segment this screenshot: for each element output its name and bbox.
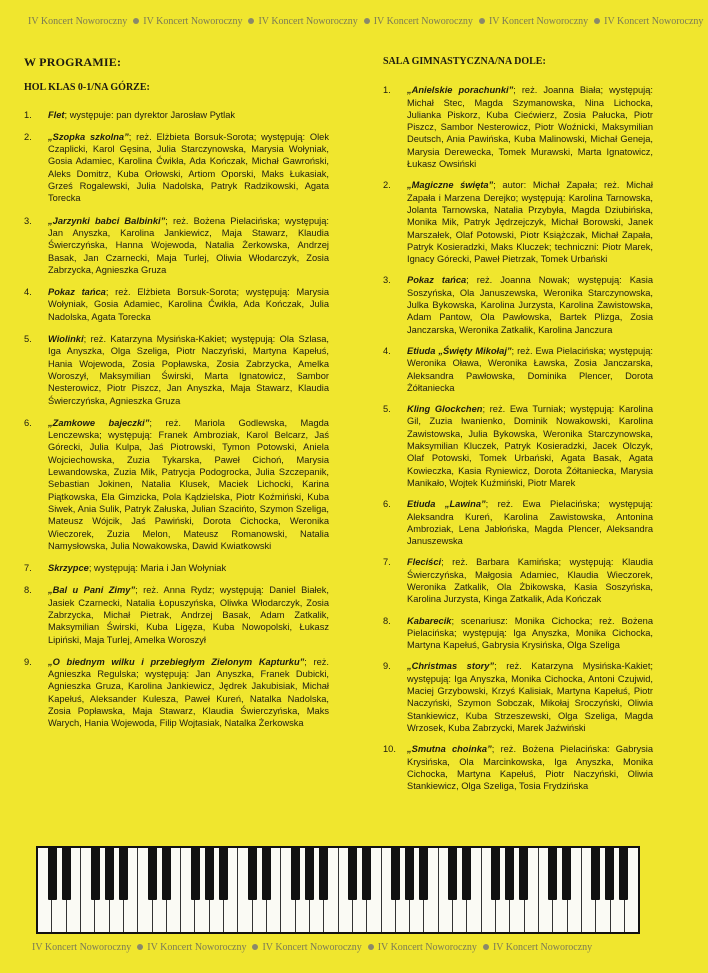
program-item: 3. „Jarzynki babci Balbinki”; reż. Bożena Pielacińska; występują: Jan Anyszka, Karolina Jankiewicz, Maja Stawarz, Klaudia Świerczyńska, Hanna Wojewoda, Natalia Żerkowska, Andrzej Basak, Jan Czarnecki, Maja Turlej, Oliwia Włodarczyk, Zosia Zabrzycka, Agnieszka Gruza	[24, 215, 329, 275]
section-title-upstairs: HOL KLAS 0-1/NA GÓRZE:	[24, 82, 150, 94]
ribbon-item: IV Koncert Noworoczny	[28, 16, 139, 27]
program-item: 4. Etiuda „Święty Mikołaj”; reż. Ewa Pielacińska; występują: Weronika Oława, Weronika Ławska, Zosia Janczarska, Aleksandra Pawłowska, Dominika Plencer, Dorota Żółtaniecka	[383, 345, 653, 393]
piano-black-key	[405, 848, 414, 900]
program-list-gym	[383, 84, 653, 792]
footer-ribbon	[0, 938, 708, 956]
program-item: 5. Wiolinki; reż. Katarzyna Mysińska-Kakiet; występują: Ola Szlasa, Iga Anyszka, Olga Szeliga, Piotr Naczyński, Martyna Kapełuś, Hania Wojewoda, Zosia Popławska, Zosia Zabrzycka, Amelka Woroszył, Maksymilian Świrski, Marta Ignatowicz, Sambor Nesterowicz, Piotr Piszcz, Jan Anyszka, Maja Stawarz, Klaudia Świerczyńska, Agnieszka Gruza	[24, 334, 329, 406]
piano-black-key	[519, 848, 528, 900]
piano-black-key	[91, 848, 100, 900]
piano-black-key	[448, 848, 457, 900]
piano-black-key	[148, 848, 157, 900]
piano-black-key	[491, 848, 500, 900]
piano-black-key	[219, 848, 228, 900]
piano-black-key	[62, 848, 71, 900]
piano-black-key	[419, 848, 428, 900]
ribbon-item: IV Koncert Noworoczny	[258, 16, 369, 27]
bullet-icon	[368, 944, 374, 950]
program-item: 2. „Magiczne święta”; autor: Michał Zapała; reż. Michał Zapała i Marzena Derejko; występują: Karolina Tarnowska, Jolanta Tarnowska, Natalia Przybyła, Magda Dziubińska, Monika Mik, Patryk Jędrzejczyk, Michał Borowski, Janek Marszałek, Olaf Potowski, Piotr Książczak, Michał Zapała, Patryk Kosieradzki, Maks Kluczek; techniczni: Piotr Marek, Ignacy Górecki, Paweł Pietrzak, Tomek Urbański	[383, 180, 653, 265]
bullet-icon	[133, 18, 139, 24]
piano-black-key	[505, 848, 514, 900]
right-column	[383, 56, 653, 801]
piano-black-key	[319, 848, 328, 900]
ribbon-item: IV Koncert Noworoczny	[378, 942, 489, 953]
piano-black-key	[205, 848, 214, 900]
program-item: 8. Kabarecik; scenariusz: Monika Cichocka; reż. Bożena Pielacińska; występują: Iga Anyszka, Monika Cichocka, Martyna Kapełuś, Gabrysia Krysińska, Olga Szeliga	[383, 615, 653, 651]
bullet-icon	[252, 944, 258, 950]
piano-black-key	[305, 848, 314, 900]
piano-black-key	[362, 848, 371, 900]
header-ribbon	[0, 12, 704, 30]
piano-black-key	[619, 848, 628, 900]
program-item: 2. „Szopka szkolna”; reż. Elżbieta Borsuk-Sorota; występują: Olek Czaplicki, Karol Gęsina, Julia Starczynowska, Marysia Wołyniak, Gosia Adamiec, Karolina Ćwikła, Ada Kończak, Michał Gawroński, Aleks Domitrz, Kuba Orłowski, Artiom Oporski, Maks Łukasiak, Grześ Rogalewski, Julia Nadolska, Patryk Radzikowski, Agata Torecka	[24, 131, 330, 204]
ribbon-item: IV Koncert Noworoczny	[32, 942, 143, 953]
bullet-icon	[248, 18, 254, 24]
section-title-gym: SALA GIMNASTYCZNA/NA DOLE:	[383, 56, 546, 67]
ribbon-item: IV Koncert Noworoczny	[262, 942, 373, 953]
program-item: 5. Kling Glockchen; reż. Ewa Turniak; występują: Karolina Gil, Zuzia Iwanienko, Dominik Nowakowski, Karolina Zawistowska, Julia Bykowska, Weronika Starczynowska, Maksymilian Kluczek, Patryk Kosieradzki, Jacek Olczyk, Olaf Potowski, Tomek Urbański, Agata Basak, Agata Kowieczka, Kasia Ryniewicz, Dorota Żółtaniecka, Marysia Manikało, Wojtek Kuźmiński, Piotr Marek	[383, 404, 654, 488]
piano-black-key	[191, 848, 200, 900]
bullet-icon	[594, 18, 600, 24]
program-item: 8. „Bal u Pani Zimy”; reż. Anna Rydz; występują: Daniel Białek, Jasiek Czarnecki, Natalia Łopuszyńska, Oliwka Włodarczyk, Zosia Zabrzycka, Michał Pietrak, Andrzej Basak, Adam Zatkalik, Maksymilian Świrski, Kuba Ligęza, Kuba Nowopolski, Łukasz Lipiński, Maja Turlej, Amelka Woroszył	[24, 585, 329, 645]
piano-black-key	[48, 848, 57, 900]
program-list-upstairs	[24, 109, 329, 730]
piano-black-key	[605, 848, 614, 900]
program-item: 4. Pokaz tańca; reż. Elżbieta Borsuk-Sorota; występują: Marysia Wołyniak, Gosia Adamiec, Karolina Ćwikła, Ada Kończak, Julia Nadolska, Agata Torecka	[24, 287, 329, 322]
piano-black-key	[348, 848, 357, 900]
ribbon-item: IV Koncert Noworoczny	[147, 942, 258, 953]
piano-black-key	[291, 848, 300, 900]
ribbon-item: IV Koncert Noworoczny	[374, 16, 485, 27]
piano-black-key	[162, 848, 171, 900]
program-item: 10. „Smutna choinka”; reż. Bożena Pielacińska: Gabrysia Krysińska, Ola Marcinkowska, Iga Anyszka, Monika Cichocka, Martyna Kapełuś, Piotr Naczyński, Oliwia Stankiewicz, Olga Szeliga, Tosia Frydzińska	[383, 744, 653, 792]
bullet-icon	[479, 18, 485, 24]
piano-black-key	[548, 848, 557, 900]
piano-black-key	[391, 848, 400, 900]
ribbon-item: IV Koncert Noworoczny	[492, 941, 593, 953]
piano-black-key	[591, 848, 600, 900]
program-heading: W PROGRAMIE:	[24, 55, 122, 69]
bullet-icon	[483, 944, 489, 950]
piano-black-key	[462, 848, 471, 900]
piano-keyboard-icon	[36, 846, 640, 934]
bullet-icon	[137, 944, 143, 950]
bullet-icon	[364, 18, 370, 24]
program-item: 6. „Zamkowe bajeczki”; reż. Mariola Godlewska, Magda Lenczewska; występują: Franek Ambroziak, Karol Belcarz, Jaś Górecki, Julia Kulpa, Jaś Piotrowski, Tymon Potowski, Aniela Wojciechowska, Zuzia Tykarska, Paweł Cichoń, Marysia Lewandowska, Zuzia Mik, Patrycja Podogrocka, Julia Szczepanik, Sebastian Jokinen, Natalia Klusek, Maciek Lichocki, Karina Piątkowska, Ela Gimzicka, Pola Kądzielska, Piotr Koźmiński, Kuba Siwek, Ania Sulik, Patryk Załuska, Julian Szacińto, Szymon Szeliga, Mateusz Wójcik, Jaś Pawiński, Dorota Cichocka, Weronika Wieczorek, Zuzia Melon, Mateusz Romanowski, Natalia Namysłowska, Julia Nowakowska, Dawid Kwiatkowski	[24, 417, 329, 551]
program-item: 7. Fleciści; reż. Barbara Kamińska; występują: Klaudia Świerczyńska, Małgosia Adamiec, Klaudia Wieczorek, Weronika Zatkalik, Ola Żbikowska, Kasia Soszyńska, Karolina Jurzysta, Kinga Zatkalik, Ada Kończak	[383, 557, 653, 605]
program-item: 1. Flet; występuje: pan dyrektor Jarosław Pytlak	[24, 109, 236, 120]
program-item: 6. Etiuda „Lawina”; reż. Ewa Pielacińska; występują: Aleksandra Kureń, Karolina Zawistowska, Antonina Ambroziak, Lena Jabłońska, Magda Plencer, Aleksandra Januszewska	[383, 499, 653, 547]
piano-black-key	[105, 848, 114, 900]
left-column	[24, 56, 329, 740]
ribbon-item: IV Koncert Noworoczny	[143, 16, 254, 27]
program-item: 9. „Christmas story”; reż. Katarzyna Mysińska-Kakiet; występują: Iga Anyszka, Monika Cichocka, Antoni Czujwid, Maciej Grzybowski, Krzyś Kalisiak, Martyna Kapełuś, Piotr Naczyński, Szymon Sobczak, Mikołaj Sroczyński, Oliwia Stankiewicz, Kuba Strzeszewski, Olga Szeliga, Magda Wrzosek, Kuba Zabrzycki, Marek Jaźwiński	[383, 661, 653, 733]
program-item: 1. „Anielskie porachunki”; reż. Joanna Biała; występują: Michał Stec, Magda Szymanowska, Nina Lichocka, Julianka Piskorz, Kuba Ciećwierz, Zosia Pałucka, Piotr Piszcz, Sambor Nesterowicz, Piotr Woźnicki, Maksymilian Deutsch, Ania Pawińska, Kuba Malinowski, Michał Geneja, Marysia Derewecka, Tomek Murawski, Marta Ignatowicz, Łukasz Owsiński	[383, 85, 654, 170]
program-item: 7. Skrzypce; występują: Maria i Jan Wołyniak	[24, 563, 227, 574]
piano-black-key	[119, 848, 128, 900]
ribbon-item: IV Koncert Noworoczny	[604, 15, 704, 27]
program-item: 9. „O biednym wilku i przebiegłym Zielonym Kapturku”; reż. Agnieszka Regulska; występują: Jan Anyszka, Franek Dubicki, Agnieszka Gruza, Karolina Jankiewicz, Jędrek Jakubisiak, Michał Kapełuś, Aleksander Kulesza, Paweł Kureń, Natalka Nadolska, Zosia Popławska, Maja Stawarz, Klaudia Świerczyńska, Maks Warych, Hania Wojewoda, Filip Wojtasiak, Natalka Żerkowska	[24, 656, 329, 729]
piano-black-key	[248, 848, 257, 900]
piano-black-key	[562, 848, 571, 900]
piano-black-key	[262, 848, 271, 900]
program-item: 3. Pokaz tańca; reż. Joanna Nowak; występują: Kasia Soszyńska, Ola Januszewska, Weronika Starczynowska, Julka Bykowska, Karolina Jurzysta, Karolina Zawistowska, Adam Pantow, Ola Pawłowska, Bartek Plizga, Zosia Janczarska, Weronika Zatkalik, Karolina Janczura	[383, 275, 653, 335]
ribbon-item: IV Koncert Noworoczny	[489, 16, 600, 27]
